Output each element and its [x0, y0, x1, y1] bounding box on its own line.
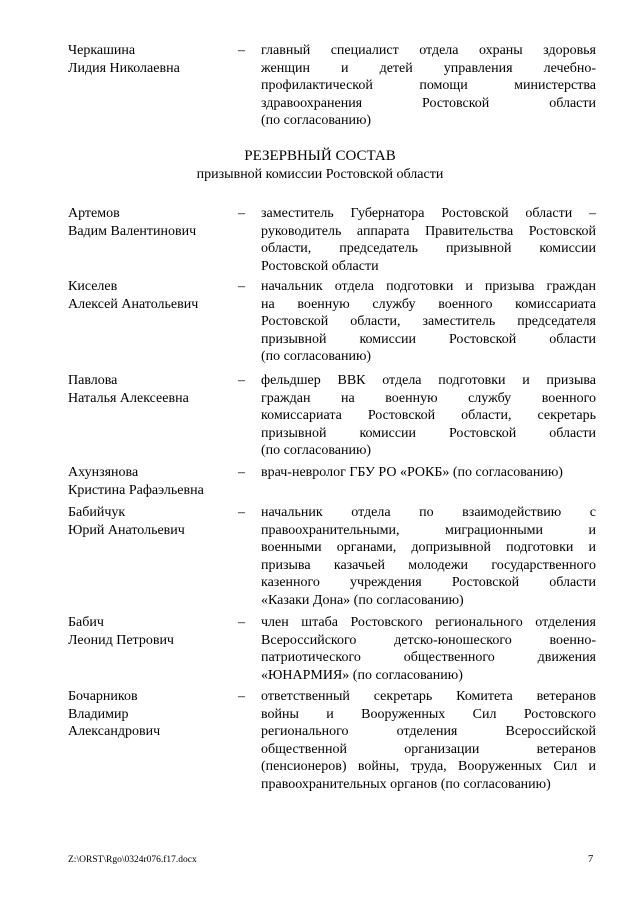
member-surname: Бабийчук: [68, 505, 126, 520]
position-line: женщин и детей управления лечебно-: [261, 60, 596, 76]
position-line: заместитель Губернатора Ростовской области –: [261, 206, 596, 221]
position-line: регионального отделения Всероссийской: [261, 724, 596, 739]
position-line: начальник отдела подготовки и призыва граждан: [261, 279, 596, 294]
member-name: [68, 504, 228, 539]
position-line: (по согласованию): [261, 113, 372, 128]
dash-separator: –: [238, 689, 245, 704]
member-patronymic: Александрович: [68, 724, 161, 739]
member-name: [68, 464, 228, 499]
member-position: [261, 504, 596, 609]
member-position: [261, 278, 596, 366]
position-line: здравоохранения Ростовской области: [261, 95, 596, 111]
member-name: [68, 614, 228, 649]
member-position: [261, 614, 596, 684]
position-line: патриотического общественного движения: [261, 650, 596, 665]
member-name: [68, 42, 228, 77]
position-line: комиссариата Ростовской области, секретарь: [261, 408, 596, 423]
member-surname: Бочарников: [68, 689, 138, 704]
position-line: правоохранительных органов (по согласованию): [261, 776, 551, 792]
member-given-names: Леонид Петрович: [68, 632, 174, 648]
position-line: общественной организации ветеранов: [261, 741, 596, 757]
position-line: профилактической помощи министерства: [261, 78, 596, 93]
member-name: [68, 372, 228, 407]
member-surname: Артемов: [68, 206, 120, 221]
member-given-names: Владимир: [68, 706, 129, 722]
position-line: начальник отдела по взаимодействию с: [261, 505, 596, 520]
member-position: [261, 205, 596, 275]
position-line: (пенсионеров) войны, труда, Вооруженных Сил и: [261, 759, 596, 774]
position-line: области, председатель призывной комиссии: [261, 241, 596, 256]
position-line: фельдшер ВВК отдела подготовки и призыва: [261, 373, 596, 388]
dash-separator: –: [238, 615, 245, 630]
footer-file-path: Z:\ORST\Rgo\0324r076.f17.docx: [68, 855, 197, 865]
dash-separator: –: [238, 465, 245, 480]
member-given-names: Вадим Валентинович: [68, 223, 197, 239]
section-title: РЕЗЕРВНЫЙ СОСТАВ: [244, 148, 396, 164]
dash-separator: –: [238, 206, 245, 221]
position-line: казенного учреждения Ростовской области: [261, 575, 596, 590]
position-line: главный специалист отдела охраны здоровья: [261, 43, 596, 58]
member-position: [261, 464, 596, 482]
member-surname: Ахунзянова: [68, 465, 139, 480]
position-line: Всероссийского детско-юношеского военно-: [261, 632, 596, 648]
position-line: правоохранительными, миграционными и: [261, 522, 596, 538]
member-position: [261, 42, 596, 130]
member-surname: Киселев: [68, 279, 118, 294]
position-line: «Казаки Дона» (по согласованию): [261, 592, 464, 608]
member-position: [261, 688, 596, 793]
member-name: [68, 278, 228, 313]
position-line: Ростовской области: [261, 258, 379, 274]
member-position: [261, 372, 596, 460]
position-line: призыва казачьей молодежи государственного: [261, 557, 596, 573]
member-surname: Черкашина: [68, 43, 136, 58]
dash-separator: –: [238, 43, 245, 58]
position-line: член штаба Ростовского регионального отделения: [261, 615, 596, 630]
position-line: руководитель аппарата Правительства Ростовской: [261, 223, 596, 239]
position-line: ответственный секретарь Комитета ветеранов: [261, 689, 596, 704]
member-name: [68, 205, 228, 240]
position-line: (по согласованию): [261, 349, 372, 364]
member-name: [68, 688, 228, 741]
position-line: на военную службу военного комиссариата: [261, 296, 596, 312]
member-surname: Павлова: [68, 373, 118, 388]
dash-separator: –: [238, 279, 245, 294]
member-given-names: Кристина Рафаэльевна: [68, 482, 204, 498]
member-surname: Бабич: [68, 615, 104, 630]
position-line: «ЮНАРМИЯ» (по согласованию): [261, 667, 463, 683]
page-number: 7: [588, 854, 594, 865]
dash-separator: –: [238, 373, 245, 388]
position-line: граждан на военную службу военного: [261, 390, 596, 406]
position-line: призывной комиссии Ростовской области: [261, 425, 596, 441]
position-line: военными органами, допризывной подготовки и: [261, 540, 596, 555]
member-given-names: Юрий Анатольевич: [68, 522, 185, 538]
member-given-names: Лидия Николаевна: [68, 60, 180, 76]
section-subtitle: призывной комиссии Ростовской области: [196, 167, 444, 182]
member-given-names: Наталья Алексеевна: [68, 390, 189, 406]
member-given-names: Алексей Анатольевич: [68, 296, 199, 312]
position-line: (по согласованию): [261, 443, 372, 458]
position-line: войны и Вооруженных Сил Ростовского: [261, 706, 596, 722]
position-line: призывной комиссии Ростовской области: [261, 331, 596, 347]
position-line: Ростовской области, заместитель председателя: [261, 314, 596, 329]
position-line: врач-невролог ГБУ РО «РОКБ» (по согласованию): [261, 465, 563, 480]
dash-separator: –: [238, 505, 245, 520]
